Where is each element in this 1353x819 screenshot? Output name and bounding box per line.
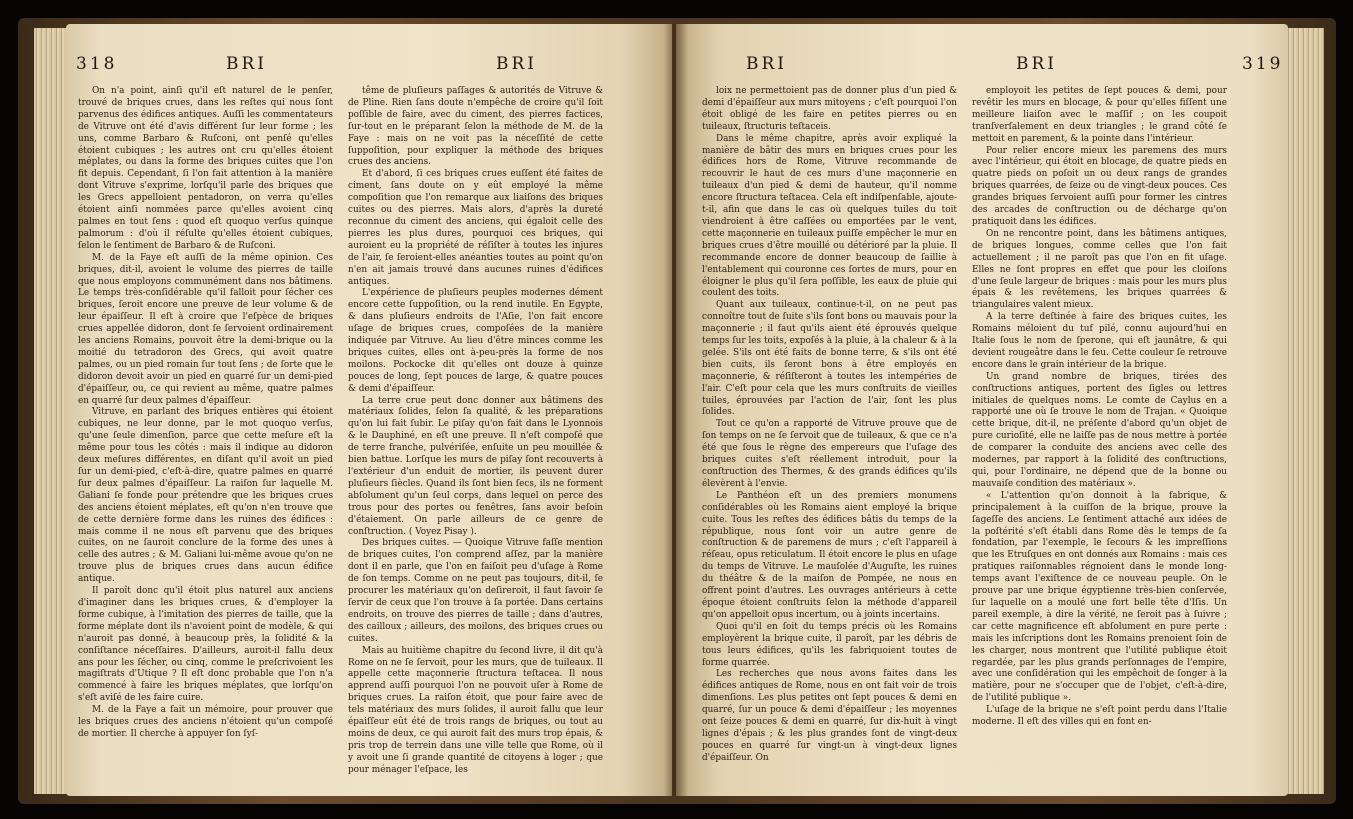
paragraph: Vitruve, en parlant des briques entières qui étoient cubiques, ne leur donne, par le mot quoquo verſus, qu'une ſeule dimenſion, parce que cette meſure eſt la même pour tous les côtés : mais il indique au didoron deux meſures différentes, en diſant qu'il avoit un pied ſur un demi-pied, c'eſt-à-dire, quatre palmes en quarré ſur deux palmes d'épaiſſeur. La raiſon ſur laquelle M. Galiani ſe fonde pour prétendre que les briques crues des anciens étoient méplates, eſt qu'on n'en trouve que de cette dernière forme dans les ruines des édifices : mais comme il ne nous eſt parvenu que des briques cuites, on ne ſauroit conclure de la forme des unes à celle des autres ; & M. Galiani lui-même avoue qu'on ne trouve plus de briques crues dans aucun édifice antique. [78,407,333,585]
left-running-head-2: BRI [496,54,538,74]
left-page-number: 318 [76,54,118,74]
paragraph: Pour relier encore mieux les paremens des murs avec l'intérieur, qui étoit en blocage, de quatre pieds en quatre pieds on poſoit un ou deux rangs de grandes briques quarrées, de ſeize ou de vingt-deux pouces. Ces grandes briques ſervoient auſſi pour former les cintres des arcades de conſtruction ou de décharge qu'on pratiquoit dans les édifices. [972,145,1227,227]
paragraph: Mais au huitième chapitre du ſecond livre, il dit qu'à Rome on ne ſe ſervoit, pour les murs, que de tuileaux. Il appelle cette maçonnerie ſtructura teſtacea. Il nous apprend auſſi pourquoi l'on ne pouvoit uſer à Rome de briques crues. La raiſon étoit, que pour faire avec de tels matériaux des murs ſolides, il auroit fallu que leur épaiſſeur eût été de trois rangs de briques, ou tout au moins de deux, ce qui auroit fait des murs trop épais, & pris trop de terrein dans une ville telle que Rome, où il y avoit une ſi grande quantité de citoyens à loger ; que pour ménager l'eſpace, les [348,645,603,775]
paragraph: Dans le même chapitre, après avoir expliqué la manière de bâtir des murs en briques crues pour les édifices hors de Rome, Vitruve recommande de recouvrir le haut de ces murs d'une maçonnerie en tuileaux d'un pied & demi de hauteur, qu'il nomme encore ſtructura teſtacea. Cela eſt indiſpenſable, ajoute-t-il, afin que dans le cas où quelques tuiles du toit viendroient à être caſſées ou emportées par le vent, cette maçonnerie en tuileaux puiſſe empêcher le mur en briques crues d'être mouillé ou détérioré par la pluie. Il recommande encore de donner beaucoup de ſaillie à l'entablement qui couronne ces ſortes de murs, pour en éloigner le plus qu'il ſera poſſible, les eaux de pluie qui coulent des toits. [702,133,957,299]
right-page [676,24,1288,796]
paragraph: L'expérience de pluſieurs peuples modernes dément encore cette ſuppoſition, ou la rend inutile. En Egypte, & dans pluſieurs endroits de l'Aſie, l'on fait encore uſage de briques crues, compoſées de la manière indiquée par Vitruve. Au lieu d'être minces comme les briques cuites, elles ont à-peu-près la forme de nos moilons. Pockocke dit qu'elles ont douze à quinze pouces de long, ſept pouces de large, & quatre pouces & demi d'épaiſſeur. [348,288,603,394]
right-page-column-2 [972,86,1227,729]
paragraph: employoit les petites de ſept pouces & demi, pour revêtir les murs en blocage, & pour qu'elles fiſſent une meilleure liaiſon avec le maſſif ; on les coupoit tranſverſalement en deux triangles ; le grand côté ſe mettoit en parement, & la pointe dans l'intérieur. [972,86,1227,144]
paragraph: Il paroît donc qu'il étoit plus naturel aux anciens d'imaginer dans les briques crues, & d'employer la forme cubique, à l'imitation des pierres de taille, que la forme méplate dont ils n'avoient point de modèle, & qui n'auroit pas donné, à beaucoup près, la ſolidité & la conſiſtance néceſſaires. D'ailleurs, auroit-il fallu deux ans pour les ſécher, ou cinq, comme le preſcrivoient les magiſtrats d'Utique ? Il eſt donc probable que l'on n'a commencé à faire les briques méplates, que lorſqu'on s'eſt aviſé de les faire cuire. [78,586,333,704]
left-page-column-1 [78,86,333,741]
left-page [66,24,672,796]
left-page-header [66,54,672,80]
paragraph: L'uſage de la brique ne s'eſt point perdu dans l'Italie moderne. Il eſt des villes qui en font en- [972,705,1227,728]
paragraph: Quoi qu'il en ſoit du temps précis où les Romains employèrent la brique cuite, il paroît, par les débris de tous leurs édifices, qu'ils les fabriquoient toutes de forme quarrée. [702,621,957,668]
paragraph: M. de la Faye eſt auſſi de la même opinion. Ces briques, dit-il, avoient le volume des pierres de taille que nous employons communément dans nos bâtimens. Le temps très-conſidérable qu'il falloit pour ſécher ces briques, ſeroit encore une preuve de leur volume & de leur épaiſſeur. Il eſt à croire que l'eſpèce de briques crues appellée didoron, dont ſe ſervoient ordinairement les anciens Romains, pouvoit être la demi-brique ou la moitié du tetradoron des Grecs, qui avoit quatre palmes, ou un pied romain ſur tout ſens ; de ſorte que le didoron devoit avoir un pied en quarré ſur un demi-pied d'épaiſſeur, ou, ce qui revient au même, quatre palmes en quarré ſur deux palmes d'épaiſſeur. [78,252,333,406]
paragraph: Et d'abord, ſi ces briques crues euſſent été faites de ciment, ſans doute on y eût employé la même compoſition que l'on remarque aux liaiſons des briques cuites ou des pierres. Mais alors, d'après la dureté reconnue du ciment des anciens, qui égaloit celle des pierres les plus dures, pourquoi ces briques, qui auroient eu la propriété de réſiſter à toutes les injures de l'air, ſe ſeroient-elles anéanties toutes au point qu'on n'en ait jamais trouvé dans aucunes ruines d'édifices antiques. [348,169,603,287]
page-edges-right [1286,28,1324,794]
right-running-head-2: BRI [1016,54,1058,74]
right-running-head-1: BRI [746,54,788,74]
paragraph: Tout ce qu'on a rapporté de Vitruve prouve que de ſon temps on ne ſe ſervoit que de tuileaux, & que ce n'a été que ſous le règne des empereurs que l'uſage des briques cuites s'eſt réellement introduit, pour la conſtruction des Thermes, & des grands édifices qu'ils élevèrent à l'envie. [702,419,957,489]
paragraph: Des briques cuites. — Quoique Vitruve faſſe mention de briques cuites, l'on comprend aſſez, par la manière dont il en parle, que l'on en faiſoit peu d'uſage à Rome de ſon temps. Comme on ne peut pas toujours, dit-il, ſe procurer les matériaux qu'on deſireroit, il faut ſavoir ſe ſervir de ceux que l'on trouve à ſa portée. Dans certains endroits, on trouve des pierres de taille ; dans d'autres, des cailloux ; ailleurs, des moilons, des briques crues ou cuites. [348,538,603,644]
book-gutter [664,24,688,796]
left-running-head-1: BRI [226,54,268,74]
paragraph: On n'a point, ainſi qu'il eſt naturel de le penſer, trouvé de briques crues, dans les reſtes qui nous ſont parvenus des édifices antiques. Auſſi les commentateurs de Vitruve ont été d'avis différent ſur leur forme ; les uns, comme Barbaro & Ruſconi, ont penſé qu'elles étoient cubiques ; les autres ont cru qu'elles étoient méplates, ou dans la forme des briques cuites que l'on fit depuis. Cependant, ſi l'on fait attention à la manière dont Vitruve s'exprime, lorſqu'il parle des briques que les Grecs appelloient pentadoron, on verra qu'elles étoient ainſi nommées parce qu'elles avoient cinq palmes en tout ſens : quod eſt quoquo verſus quinque palmorum : d'où il réſulte qu'elles étoient cubiques, ſelon le ſentiment de Barbaro & de Ruſconi. [78,86,333,251]
paragraph: loix ne permettoient pas de donner plus d'un pied & demi d'épaiſſeur aux murs mitoyens ; c'eſt pourquoi l'on étoit obligé de les faire en petites pierres ou en tuileaux, ſtructuris teſtaceis. [702,86,957,132]
paragraph: On ne rencontre point, dans les bâtimens antiques, de briques longues, comme celles que l'on fait actuellement ; il ne paroît pas que l'on en fit uſage. Elles ne ſont propres en effet que pour les cloiſons d'une ſeule largeur de briques : mais pour les murs plus épais & les revêtemens, les briques quarrées & triangulaires valent mieux. [972,228,1227,311]
right-page-number: 319 [1242,54,1284,74]
page-edges-left [34,28,70,794]
paragraph: Les recherches que nous avons faites dans les édifices antiques de Rome, nous en ont fait voir de trois dimenſions. Les plus petites ont ſept pouces & demi en quarré, ſur un pouce & demi d'épaiſſeur ; les moyennes ont ſeize pouces & demi en quarré, ſur dix-huit à vingt lignes d'épais ; & les plus grandes ſont de vingt-deux pouces en quarré ſur vingt-un à vingt-deux lignes d'épaiſſeur. On [702,669,957,763]
paragraph: M. de la Faye a fait un mémoire, pour prouver que les briques crues des anciens n'étoient qu'un compoſé de mortier. Il cherche à appuyer ſon ſyſ- [78,705,333,739]
paragraph: A la terre deſtinée à faire des briques cuites, les Romains méloient du tuf pilé, connu aujourd'hui en Italie ſous le nom de ſperone, qui eſt jaunâtre, & qui devient rougeâtre dans le feu. Cette couleur ſe retrouve encore dans le grain intérieur de la brique. [972,312,1227,370]
paragraph: La terre crue peut donc donner aux bâtimens des matériaux ſolides, ſelon ſa qualité, & les préparations qu'on lui fait ſubir. Le piſay qu'on fait dans le Lyonnois & le Dauphiné, en eſt une preuve. Il n'eſt compoſé que de terre franche, pulvériſée, enſuite un peu mouillée & bien battue. Lorſque les murs de piſay ſont recouverts à l'extérieur d'un enduit de mortier, ils peuvent durer pluſieurs ſiècles. Quand ils ſont bien ſecs, ils ne forment abſolument qu'un ſeul corps, dans lequel on perce des trous pour des portes ou fenêtres, ſans avoir beſoin d'étaiement. On parle ailleurs de ce genre de conſtruction. ( Voyez Pisay ). [348,395,603,537]
paragraph: tême de pluſieurs paſſages & autorités de Vitruve & de Pline. Rien ſans doute n'empêche de croire qu'il ſoit poſſible de faire, avec du ciment, des pierres factices, ſur-tout en le préparant ſelon la méthode de M. de la Faye : mais on ne voit pas la néceſſité de cette ſuppoſition, pour expliquer la méthode des briques crues des anciens. [348,86,603,168]
paragraph: Quant aux tuileaux, continue-t-il, on ne peut pas connoître tout de ſuite s'ils ſont bons ou mauvais pour la maçonnerie ; il faut qu'ils aient été éprouvés quelque temps ſur les toits, expoſés à la pluie, à la chaleur & à la gelée. S'ils ont été faits de bonne terre, & s'ils ont été bien cuits, ils ſeront bons à être employés en maçonnerie, & réſiſteront à toutes les intempéries de l'air. C'eſt pour cela que les murs conſtruits de vieilles tuiles, éprouvées par l'action de l'air, ſont les plus ſolides. [702,300,957,418]
paragraph: Un grand nombre de briques, tirées des conſtructions antiques, portent des ſigles ou lettres initiales de quelques noms. Le comte de Caylus en a rapporté une où ſe trouve le nom de Trajan. « Quoique cette brique, dit-il, ne préſente d'abord qu'un objet de pure curioſité, elle ne laiſſe pas de nous mettre à portée de comparer la conduite des anciens avec celle des modernes, par rapport à la ſolidité des conſtructions, qui, pour l'ordinaire, ne dépend que de la bonne ou mauvaiſe condition des matériaux ». [972,371,1227,489]
paragraph: Le Panthéon eſt un des premiers monumens conſidérables où les Romains aient employé la brique cuite. Tous les reſtes des édifices bâtis du temps de la république, nous ſont voir un autre genre de conſtruction & de paremens de murs ; c'eſt l'appareil à réſeau, opus reticulatum. Il étoit encore le plus en uſage du temps de Vitruve. Le mauſolée d'Auguſte, les ruines du théâtre & de la maiſon de Pompée, ne nous en offrent point d'autres. Les ouvrages antérieurs à cette époque étoient conſtruits ſelon la méthode d'appareil qu'on appelloit opus incertum, ou à joints incertains. [702,490,957,620]
right-page-column-1 [702,86,957,765]
left-page-column-2 [348,86,603,777]
right-page-header [676,54,1288,80]
paragraph: « L'attention qu'on donnoit à la fabrique, & principalement à la cuiſſon de la brique, prouve la ſageſſe des anciens. Le ſentiment attaché aux idées de la poſtérité s'eſt établi dans Rome dès le temps de ſa fondation, par l'exemple, le ſecours & les impreſſions que les Etruſques en ont donnés aux Romains : mais ces pratiques raiſonnables régnoient dans le monde long-temps avant l'exiſtence de ce nouveau peuple. On le prouve par une brique égyptienne très-bien conſervée, ſur laquelle on a moulé une fort belle tête d'Iſis. Un pareil exemple, à dire la vérité, ne ſeroit pas à ſuivre ; car cette magnificence eſt abſolument en pure perte : mais les inſcriptions dont les Romains prenoient ſoin de les charger, nous montrent que l'utilité publique étoit regardée, par les plus grands perſonnages de l'empire, avec une conſidération qui les empêchoit de ſonger à la matière, pour ne s'occuper que de l'objet, c'eſt-à-dire, de l'utilité publique ». [972,490,1227,704]
